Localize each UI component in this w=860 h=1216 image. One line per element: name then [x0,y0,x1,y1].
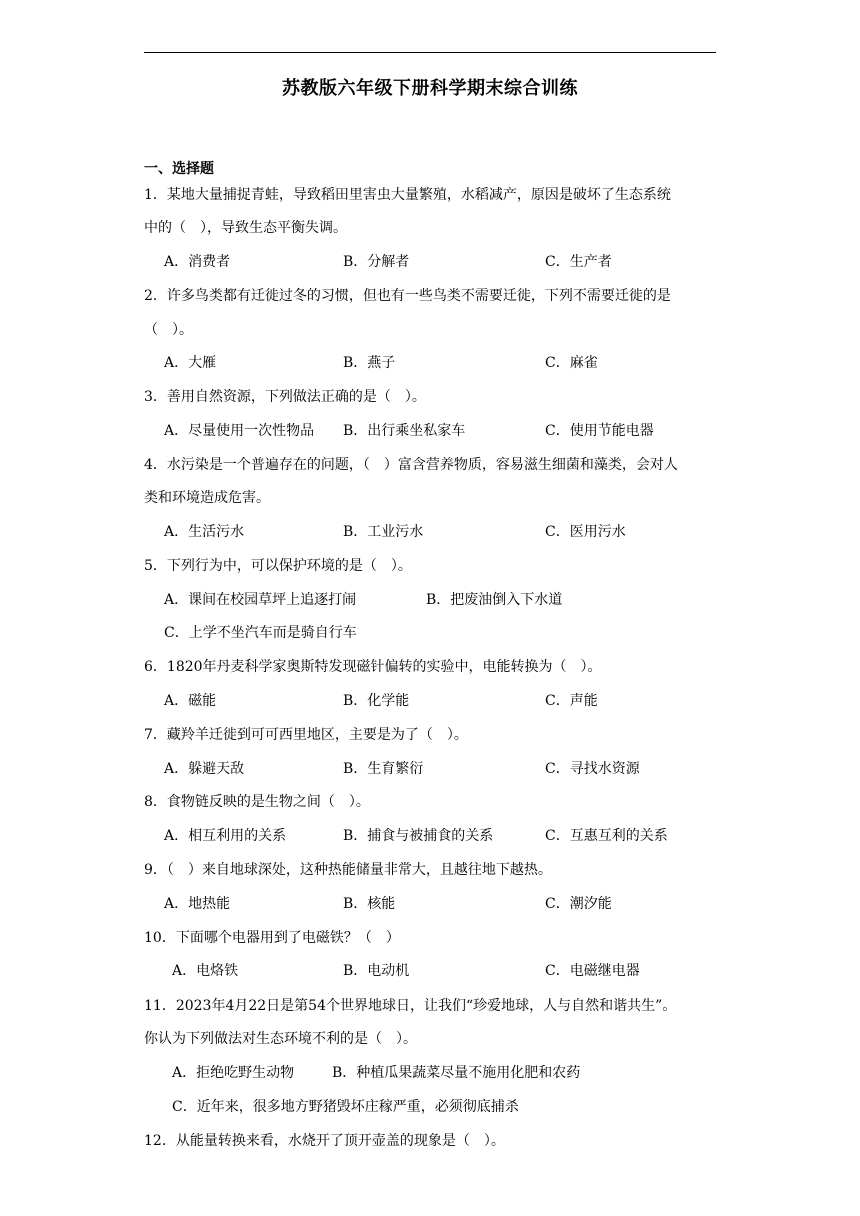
question-1-option-b: B．分解者 [343,254,410,270]
question-6-option-a: A．磁能 [164,693,217,709]
question-3-option-b: B．出行乘坐私家车 [343,423,466,439]
question-11-option-b: B．种植瓜果蔬菜尽量不施用化肥和农药 [332,1065,581,1081]
question-11-option-a: A．拒绝吃野生动物 [172,1065,295,1081]
question-11-option-c: C．近年来，很多地方野猪毁坏庄稼严重，必须彻底捕杀 [172,1099,519,1115]
question-8-option-a: A．相互利用的关系 [164,828,287,844]
question-10-option-c: C．电磁继电器 [545,963,640,979]
question-7-line-1: 7．藏羚羊迁徙到可可西里地区，主要是为了（ ）。 [144,727,468,743]
question-10-line-1: 10．下面哪个电器用到了电磁铁？（ ） [144,930,400,946]
question-7-option-a: A．躲避天敌 [164,761,245,777]
question-5-option-a: A．课间在校园草坪上追逐打闹 [164,592,357,608]
question-8-option-c: C．互惠互利的关系 [545,828,668,844]
question-2-line-2: （ ）。 [144,322,193,338]
question-12-line-1: 12．从能量转换来看，水烧开了顶开壶盖的现象是（ ）。 [144,1133,505,1149]
question-1-line-1: 1．某地大量捕捉青蛙，导致稻田里害虫大量繁殖，水稻减产，原因是破坏了生态系统 [144,187,671,203]
question-1-option-a: A．消费者 [164,254,231,270]
question-5-option-b: B．把废油倒入下水道 [426,592,563,608]
question-3-line-1: 3．善用自然资源，下列做法正确的是（ ）。 [144,389,426,405]
question-9-option-a: A．地热能 [164,896,231,912]
question-2-option-a: A．大雁 [164,355,217,371]
question-7-option-c: C．寻找水资源 [545,761,640,777]
question-6-option-b: B．化学能 [343,693,410,709]
question-9-line-1: 9．（ ）来自地球深处，这种热能储量非常大，且越往地下越热。 [144,862,552,878]
question-6-option-c: C．声能 [545,693,598,709]
question-8-option-b: B．捕食与被捕食的关系 [343,828,494,844]
question-11-line-1: 11．2023年4月22日是第54个世界地球日，让我们“珍爱地球，人与自然和谐共生”。 [144,998,677,1014]
question-4-line-1: 4．水污染是一个普遍存在的问题，（ ）富含营养物质，容易滋生细菌和藻类，会对人 [144,457,678,473]
question-5-option-c: C．上学不坐汽车而是骑自行车 [164,625,357,641]
question-4-line-2: 类和环境造成危害。 [144,490,270,506]
question-4-option-b: B．工业污水 [343,524,424,540]
question-10-option-a: A．电烙铁 [172,963,239,979]
question-10-option-b: B．电动机 [343,963,410,979]
question-8-line-1: 8．食物链反映的是生物之间（ ）。 [144,794,370,810]
question-1-option-c: C．生产者 [545,254,612,270]
question-9-option-b: B．核能 [343,896,396,912]
question-2-option-c: C．麻雀 [545,355,598,371]
question-5-line-1: 5．下列行为中，可以保护环境的是（ ）。 [144,558,412,574]
question-4-option-a: A．生活污水 [164,524,245,540]
question-9-option-c: C．潮汐能 [545,896,612,912]
section-title: 一、选择题 [144,161,214,177]
question-4-option-c: C．医用污水 [545,524,626,540]
page-title: 苏教版六年级下册科学期末综合训练 [282,78,578,99]
question-3-option-a: A．尽量使用一次性物品 [164,423,315,439]
header-rule [144,52,716,53]
question-1-line-2: 中的（ ），导致生态平衡失调。 [144,220,347,236]
question-2-line-1: 2．许多鸟类都有迁徙过冬的习惯，但也有一些鸟类不需要迁徙，下列不需要迁徙的是 [144,288,671,304]
question-2-option-b: B．燕子 [343,355,396,371]
question-6-line-1: 6．1820年丹麦科学家奥斯特发现磁针偏转的实验中，电能转换为（ ）。 [144,659,602,675]
question-7-option-b: B．生育繁衍 [343,761,424,777]
question-11-line-2: 你认为下列做法对生态环境不利的是（ ）。 [144,1031,417,1047]
question-3-option-c: C．使用节能电器 [545,423,654,439]
